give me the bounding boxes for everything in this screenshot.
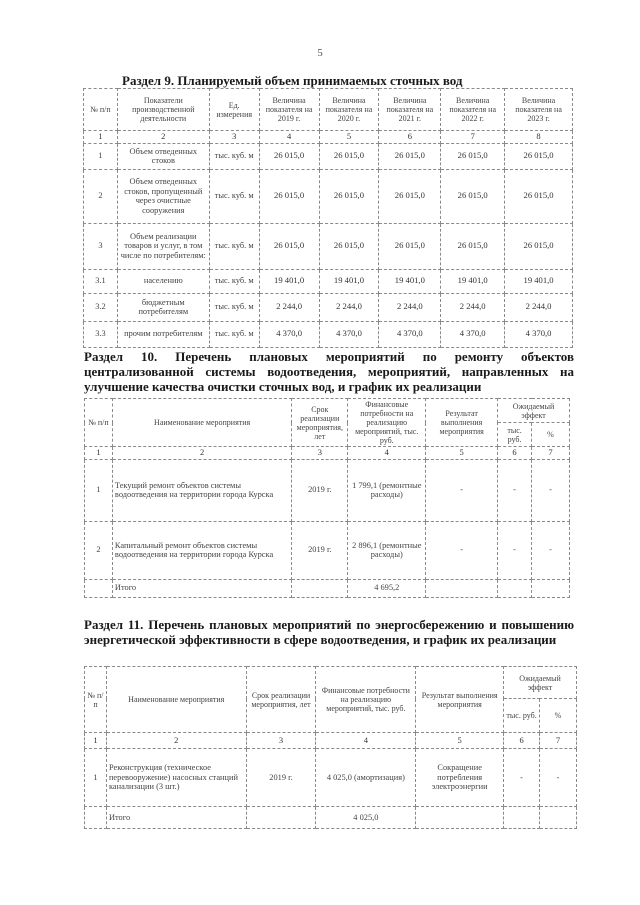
row-number: 2: [85, 521, 113, 579]
effect-pct-cell: -: [540, 749, 577, 807]
empty-cell: [416, 807, 504, 829]
unit-cell: тыс. куб. м: [209, 223, 259, 269]
column-number: 2: [117, 131, 209, 144]
value-cell: 4 370,0: [379, 321, 441, 347]
value-cell: 26 015,0: [441, 223, 505, 269]
header-cell: № п/п: [85, 399, 113, 447]
total-row: [85, 807, 577, 829]
value-cell: 26 015,0: [259, 169, 319, 223]
row-number: 3.1: [84, 269, 118, 293]
section-11-table: [84, 666, 577, 829]
indicator-name: населению: [117, 269, 209, 293]
empty-cell: [540, 807, 577, 829]
value-cell: 26 015,0: [505, 223, 573, 269]
header-cell: Результат выполнения мероприятия: [426, 399, 498, 447]
unit-cell: тыс. куб. м: [209, 293, 259, 321]
total-value: 4 695,2: [348, 579, 426, 597]
effect-pct-cell: -: [532, 521, 570, 579]
total-row: [85, 579, 570, 597]
value-cell: 19 401,0: [441, 269, 505, 293]
header-cell: Ед. измерения: [209, 89, 259, 131]
finance-cell: 1 799,1 (ремонтные расходы): [348, 459, 426, 521]
table-row: [84, 269, 573, 293]
column-number: 5: [426, 447, 498, 460]
table-row: [84, 293, 573, 321]
header-cell: Финансовые потребности на реализацию мероприятий, тыс. руб.: [348, 399, 426, 447]
column-number: 5: [319, 131, 379, 144]
header-cell: Величина показателя на 2019 г.: [259, 89, 319, 131]
value-cell: 26 015,0: [379, 169, 441, 223]
indicator-name: прочим потребителям: [117, 321, 209, 347]
section-11-title: Раздел 11. Перечень плановых мероприятий по энергосбережению и повышению энергетической эффективности в сфере водоотведения, и график их реализации: [84, 617, 574, 647]
empty-cell: [85, 807, 107, 829]
header-cell: Показатели производственной деятельности: [117, 89, 209, 131]
effect-pct-cell: -: [532, 459, 570, 521]
value-cell: 4 370,0: [505, 321, 573, 347]
effect-rub-cell: -: [498, 521, 532, 579]
indicator-name: Объем реализации товаров и услуг, в том числе по потребителям:: [117, 223, 209, 269]
empty-cell: [85, 579, 113, 597]
value-cell: 2 244,0: [441, 293, 505, 321]
row-number: 2: [84, 169, 118, 223]
finance-cell: 4 025,0 (амортизация): [316, 749, 416, 807]
column-number: 2: [106, 733, 246, 749]
value-cell: 4 370,0: [441, 321, 505, 347]
column-number: 5: [416, 733, 504, 749]
unit-cell: тыс. куб. м: [209, 169, 259, 223]
result-cell: -: [426, 459, 498, 521]
column-number: 3: [246, 733, 316, 749]
header-cell: Величина показателя на 2021 г.: [379, 89, 441, 131]
term-cell: 2019 г.: [246, 749, 316, 807]
table-row: [85, 521, 570, 579]
row-number: 3: [84, 223, 118, 269]
column-number: 4: [259, 131, 319, 144]
header-cell: № п/п: [84, 89, 118, 131]
value-cell: 26 015,0: [259, 223, 319, 269]
header-cell: %: [540, 699, 577, 733]
value-cell: 26 015,0: [319, 169, 379, 223]
column-number: 4: [348, 447, 426, 460]
value-cell: 2 244,0: [319, 293, 379, 321]
table-row: [84, 321, 573, 347]
header-cell: тыс. руб.: [498, 423, 532, 447]
table-row: [84, 223, 573, 269]
header-cell: Наименование мероприятия: [106, 667, 246, 733]
term-cell: 2019 г.: [292, 521, 348, 579]
value-cell: 26 015,0: [379, 143, 441, 169]
column-number-row: [85, 447, 570, 460]
value-cell: 26 015,0: [441, 169, 505, 223]
header-cell: Результат выполнения мероприятия: [416, 667, 504, 733]
indicator-name: бюджетным потребителям: [117, 293, 209, 321]
row-number: 3.3: [84, 321, 118, 347]
page-number: 5: [317, 47, 323, 59]
column-number: 7: [532, 447, 570, 460]
term-cell: 2019 г.: [292, 459, 348, 521]
column-number: 2: [112, 447, 291, 460]
result-cell: -: [426, 521, 498, 579]
table-header-row: [85, 399, 570, 423]
header-cell: Величина показателя на 2020 г.: [319, 89, 379, 131]
header-cell: Ожидаемый эффект: [498, 399, 570, 423]
total-label: Итого: [106, 807, 246, 829]
value-cell: 4 370,0: [319, 321, 379, 347]
header-cell: тыс. руб.: [504, 699, 540, 733]
value-cell: 26 015,0: [505, 169, 573, 223]
table-header-row: [84, 89, 573, 131]
column-number: 1: [84, 131, 118, 144]
activity-name: Реконструкция (техническое перевооружение) насосных станций канализации (3 шт.): [106, 749, 246, 807]
row-number: 1: [84, 143, 118, 169]
value-cell: 26 015,0: [319, 223, 379, 269]
unit-cell: тыс. куб. м: [209, 143, 259, 169]
effect-rub-cell: -: [498, 459, 532, 521]
activity-name: Капитальный ремонт объектов системы водоотведения на территории города Курска: [112, 521, 291, 579]
value-cell: 2 244,0: [259, 293, 319, 321]
empty-cell: [246, 807, 316, 829]
empty-cell: [426, 579, 498, 597]
column-number: 4: [316, 733, 416, 749]
header-cell: Наименование мероприятия: [112, 399, 291, 447]
section-9-title: Раздел 9. Планируемый объем принимаемых сточных вод: [122, 73, 463, 88]
column-number: 8: [505, 131, 573, 144]
indicator-name: Объем отведенных стоков: [117, 143, 209, 169]
empty-cell: [292, 579, 348, 597]
column-number: 1: [85, 733, 107, 749]
header-cell: %: [532, 423, 570, 447]
value-cell: 26 015,0: [441, 143, 505, 169]
value-cell: 26 015,0: [505, 143, 573, 169]
section-10-table: [84, 398, 570, 598]
unit-cell: тыс. куб. м: [209, 321, 259, 347]
value-cell: 4 370,0: [259, 321, 319, 347]
column-number: 3: [209, 131, 259, 144]
empty-cell: [504, 807, 540, 829]
section-9-table: [83, 88, 573, 348]
header-cell: Финансовые потребности на реализацию мероприятий, тыс. руб.: [316, 667, 416, 733]
value-cell: 19 401,0: [319, 269, 379, 293]
indicator-name: Объем отведенных стоков, пропущенный через очистные сооружения: [117, 169, 209, 223]
value-cell: 19 401,0: [379, 269, 441, 293]
table-row: [85, 459, 570, 521]
value-cell: 19 401,0: [505, 269, 573, 293]
column-number-row: [84, 131, 573, 144]
effect-rub-cell: -: [504, 749, 540, 807]
column-number: 6: [498, 447, 532, 460]
unit-cell: тыс. куб. м: [209, 269, 259, 293]
finance-cell: 2 896,1 (ремонтные расходы): [348, 521, 426, 579]
header-cell: Ожидаемый эффект: [504, 667, 577, 699]
total-label: Итого: [112, 579, 291, 597]
empty-cell: [532, 579, 570, 597]
header-cell: Величина показателя на 2022 г.: [441, 89, 505, 131]
table-row: [85, 749, 577, 807]
header-cell: № п/п: [85, 667, 107, 733]
header-cell: Величина показателя на 2023 г.: [505, 89, 573, 131]
value-cell: 2 244,0: [379, 293, 441, 321]
result-cell: Сокращение потребления электроэнергии: [416, 749, 504, 807]
activity-name: Текущий ремонт объектов системы водоотведения на территории города Курска: [112, 459, 291, 521]
row-number: 1: [85, 749, 107, 807]
value-cell: 2 244,0: [505, 293, 573, 321]
table-row: [84, 143, 573, 169]
total-value: 4 025,0: [316, 807, 416, 829]
table-row: [84, 169, 573, 223]
section-10-title: Раздел 10. Перечень плановых мероприятий по ремонту объектов централизованной системы водоотведения, мероприятий, направленных на улучшение качества очистки сточных вод, и график их реализации: [84, 349, 574, 394]
column-number: 7: [540, 733, 577, 749]
column-number-row: [85, 733, 577, 749]
empty-cell: [498, 579, 532, 597]
column-number: 6: [379, 131, 441, 144]
column-number: 1: [85, 447, 113, 460]
column-number: 3: [292, 447, 348, 460]
table-header-row: [85, 667, 577, 699]
column-number: 7: [441, 131, 505, 144]
value-cell: 26 015,0: [379, 223, 441, 269]
value-cell: 26 015,0: [319, 143, 379, 169]
row-number: 3.2: [84, 293, 118, 321]
column-number: 6: [504, 733, 540, 749]
value-cell: 26 015,0: [259, 143, 319, 169]
header-cell: Срок реализации мероприятия, лет: [246, 667, 316, 733]
value-cell: 19 401,0: [259, 269, 319, 293]
header-cell: Срок реализации мероприятия, лет: [292, 399, 348, 447]
row-number: 1: [85, 459, 113, 521]
